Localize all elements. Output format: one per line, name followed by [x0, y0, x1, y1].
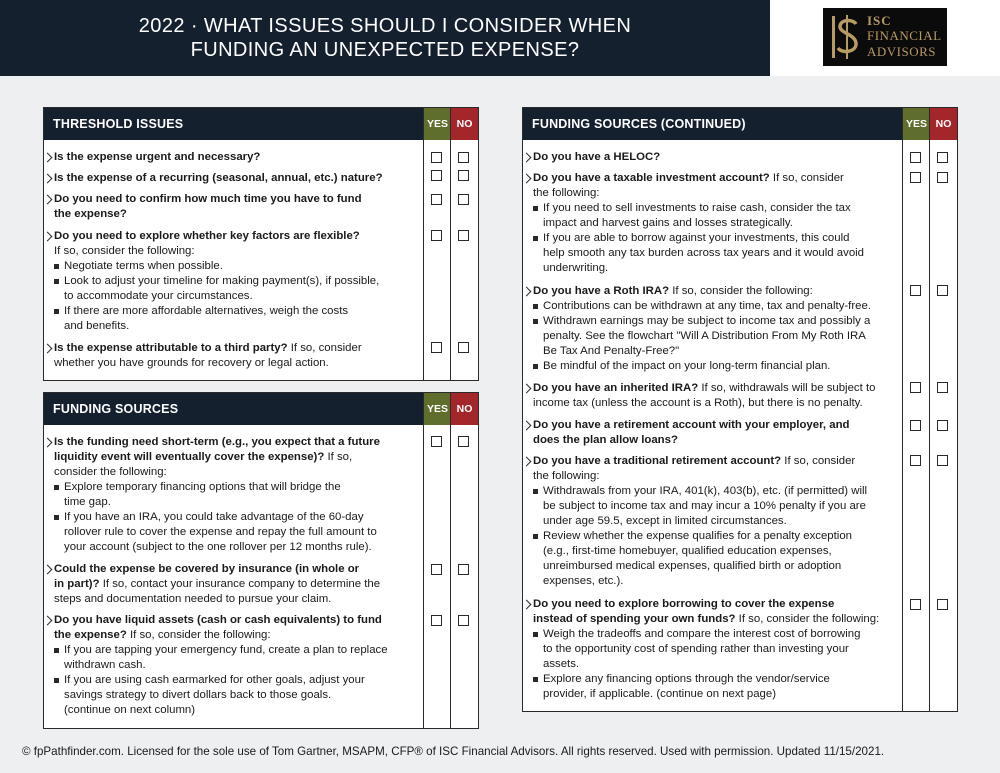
question-note: If so,: [324, 451, 353, 463]
threshold-q2-no-checkbox[interactable]: [458, 170, 469, 181]
threshold-q3-no-checkbox[interactable]: [458, 194, 469, 205]
question-text: Is the funding need short-term (e.g., you expect that a future: [54, 436, 380, 448]
question-text: Do you need to explore whether key factors are flexible?: [54, 230, 360, 242]
bullet: Be mindful of the impact on your long-term financial plan.: [533, 359, 895, 374]
threshold-q2: [54, 171, 414, 186]
question-text: Do you need to confirm how much time you have to fund: [54, 193, 362, 205]
yes-label: YES: [903, 108, 930, 140]
continued-q4-yes-checkbox[interactable]: [910, 382, 921, 393]
funding-sources-panel: [43, 392, 479, 729]
question-text: Do you have a traditional retirement account?: [533, 455, 782, 467]
funding-q2-yes-checkbox[interactable]: [431, 564, 442, 575]
threshold-q5-no-checkbox[interactable]: [458, 342, 469, 353]
bullet: Explore any financing options through the vendor/service: [533, 672, 895, 687]
bullet-cont: impact and harvest gains and losses strategically.: [543, 217, 793, 229]
continued-title: FUNDING SOURCES (CONTINUED): [532, 117, 746, 131]
bullet-cont: rollover rule to cover the expense and repay the full amount to: [64, 526, 377, 538]
continued-header: [523, 108, 957, 140]
continued-q7-no-checkbox[interactable]: [937, 599, 948, 610]
threshold-q4-no-checkbox[interactable]: [458, 230, 469, 241]
funding-q2: [54, 562, 416, 607]
threshold-q3: [54, 192, 414, 222]
bullet: Look to adjust your timeline for making payment(s), if possible,: [54, 274, 414, 289]
threshold-q5-yes-checkbox[interactable]: [431, 342, 442, 353]
funding-title: FUNDING SOURCES: [53, 402, 179, 416]
question-text: Is the expense of a recurring (seasonal, annual, etc.) nature?: [54, 172, 383, 184]
question-text: Do you have liquid assets (cash or cash equivalents) to fund: [54, 614, 382, 626]
funding-q2-no-checkbox[interactable]: [458, 564, 469, 575]
bullet-cont: penalty. See the flowchart "Will A Distribution From My Roth IRA: [543, 330, 866, 342]
bullet-cont: provider, if applicable. (continue on next page): [543, 688, 777, 700]
bullet: If there are more affordable alternatives, weigh the costs: [54, 304, 414, 319]
bullet-cont: your account (subject to the one rollover per 12 months rule).: [64, 541, 372, 553]
threshold-q5: [54, 341, 414, 371]
threshold-title: THRESHOLD ISSUES: [53, 117, 184, 131]
page-title-line1: 2022 · WHAT ISSUES SHOULD I CONSIDER WHEN: [138, 15, 632, 37]
threshold-q4: [54, 229, 414, 334]
continued-q5: [533, 418, 895, 448]
continued-q1-no-checkbox[interactable]: [937, 152, 948, 163]
continued-q5-yes-checkbox[interactable]: [910, 420, 921, 431]
question-text: Is the expense urgent and necessary?: [54, 151, 261, 163]
threshold-q2-yes-checkbox[interactable]: [431, 170, 442, 181]
bullet-cont: time gap.: [64, 496, 111, 508]
question-note: If so, consider: [287, 342, 362, 354]
page-title-line2: FUNDING AN UNEXPECTED EXPENSE?: [190, 39, 580, 61]
bullet: Negotiate terms when possible.: [54, 259, 414, 274]
question-text: Do you have a taxable investment account?: [533, 172, 770, 184]
question-text: the expense?: [54, 629, 127, 641]
threshold-issues-panel: [43, 107, 479, 381]
continued-q7: [533, 597, 895, 702]
question-text: Do you have a retirement account with your employer, and: [533, 419, 850, 431]
funding-q3-yes-checkbox[interactable]: [431, 615, 442, 626]
logo-text-isc: ISC: [867, 13, 892, 28]
continued-q2-no-checkbox[interactable]: [937, 172, 948, 183]
question-text: in part)?: [54, 578, 100, 590]
continued-q6: [533, 454, 895, 589]
funding-q1-yes-checkbox[interactable]: [431, 436, 442, 447]
bullet-cont: help smooth any tax burden across tax years and it would avoid: [543, 247, 865, 259]
threshold-q3-yes-checkbox[interactable]: [431, 194, 442, 205]
threshold-q1-yes-checkbox[interactable]: [431, 152, 442, 163]
bullet-cont: withdrawn cash.: [64, 659, 146, 671]
question-note: steps and documentation needed to pursue your claim.: [54, 593, 332, 605]
page-header: [0, 0, 770, 76]
threshold-header: [44, 108, 478, 140]
question-text: liquidity event will eventually cover the expense)?: [54, 451, 325, 463]
question-note: the following:: [533, 187, 600, 199]
threshold-q1: [54, 150, 414, 165]
threshold-q4-yes-checkbox[interactable]: [431, 230, 442, 241]
continued-q6-yes-checkbox[interactable]: [910, 455, 921, 466]
company-logo: [823, 8, 947, 66]
question-note: If so, contact your insurance company to determine the: [99, 578, 381, 590]
question-note: whether you have grounds for recovery or legal action.: [54, 357, 329, 369]
continued-q7-yes-checkbox[interactable]: [910, 599, 921, 610]
continued-q5-no-checkbox[interactable]: [937, 420, 948, 431]
bullet-cont: and benefits.: [64, 320, 130, 332]
bullet-cont: underwriting.: [543, 262, 609, 274]
question-note: the following:: [533, 470, 600, 482]
bullet-cont: Be Tax And Penalty-Free?": [543, 345, 680, 357]
yes-label: YES: [424, 108, 451, 140]
bullet: Contributions can be withdrawn at any time, tax and penalty-free.: [533, 299, 895, 314]
bullet-cont: under age 59.5, except in limited circumstances.: [543, 515, 787, 527]
bullet-cont: (continue on next column): [64, 704, 196, 716]
bullet: Weigh the tradeoffs and compare the interest cost of borrowing: [533, 627, 895, 642]
question-text: Is the expense attributable to a third party?: [54, 342, 288, 354]
continued-q3: [533, 284, 895, 374]
funding-q1: [54, 435, 416, 555]
question-text: Do you need to explore borrowing to cover the expense: [533, 598, 835, 610]
funding-continued-panel: [522, 107, 958, 712]
question-text: Do you have an inherited IRA?: [533, 382, 699, 394]
bullet-cont: assets.: [543, 658, 580, 670]
bullet-cont: expenses, etc.).: [543, 575, 624, 587]
question-note: income tax (unless the account is a Roth), but there is no penalty.: [533, 397, 863, 409]
continued-q6-no-checkbox[interactable]: [937, 455, 948, 466]
bullet-cont: to accommodate your circumstances.: [64, 290, 253, 302]
logo-area: [770, 0, 1000, 76]
bullet: If you need to sell investments to raise cash, consider the tax: [533, 201, 895, 216]
bullet: If you are using cash earmarked for other goals, adjust your: [54, 673, 416, 688]
continued-q2-yes-checkbox[interactable]: [910, 172, 921, 183]
continued-q3-no-checkbox[interactable]: [937, 285, 948, 296]
question-text: Do you have a Roth IRA?: [533, 285, 670, 297]
bullet: If you are tapping your emergency fund, create a plan to replace: [54, 643, 416, 658]
threshold-q1-no-checkbox[interactable]: [458, 152, 469, 163]
question-note: If so, consider: [769, 172, 844, 184]
continued-q3-yes-checkbox[interactable]: [910, 285, 921, 296]
bullet-cont: be subject to income tax and may incur a 10% penalty if you are: [543, 500, 866, 512]
question-text: instead of spending your own funds?: [533, 613, 736, 625]
question-note: If so, consider the following:: [735, 613, 880, 625]
continued-q4-no-checkbox[interactable]: [937, 382, 948, 393]
question-note: If so, consider: [781, 455, 856, 467]
continued-q4: [533, 381, 895, 411]
logo-text-advisors: ADVISORS: [867, 44, 937, 59]
logo-text-financial: FINANCIAL: [867, 28, 942, 43]
copyright-footer: © fpPathfinder.com. Licensed for the sole use of Tom Gartner, MSAPM, CFP® of ISC Financial Advisors. All rights reserved. Used with permission. Updated 11/15/2021.: [22, 745, 885, 758]
no-label: NO: [451, 393, 478, 425]
question-note: If so, consider the following:: [54, 245, 195, 257]
bullet: Withdrawn earnings may be subject to income tax and possibly a: [533, 314, 895, 329]
bullet: If you have an IRA, you could take advantage of the 60-day: [54, 510, 416, 525]
question-text: does the plan allow loans?: [533, 434, 678, 446]
bullet: If you are able to borrow against your investments, this could: [533, 231, 895, 246]
bullet-cont: to the opportunity cost of spending rather than investing your: [543, 643, 849, 655]
continued-q1: [533, 150, 895, 165]
question-note: If so, consider the following:: [126, 629, 271, 641]
funding-q3: [54, 613, 416, 718]
no-label: NO: [930, 108, 957, 140]
funding-q3-no-checkbox[interactable]: [458, 615, 469, 626]
bullet: Withdrawals from your IRA, 401(k), 403(b), etc. (if permitted) will: [533, 484, 895, 499]
question-note: If so, withdrawals will be subject to: [698, 382, 876, 394]
continued-q2: [533, 171, 895, 276]
no-label: NO: [451, 108, 478, 140]
question-text: Could the expense be covered by insurance (in whole or: [54, 563, 360, 575]
question-text: the expense?: [54, 208, 127, 220]
funding-q1-no-checkbox[interactable]: [458, 436, 469, 447]
bullet-cont: (e.g., first-time homebuyer, qualified education expenses,: [543, 545, 832, 557]
question-note: If so, consider the following:: [669, 285, 813, 297]
bullet-cont: unreimbursed medical expenses, qualified birth or adoption: [543, 560, 842, 572]
question-note: consider the following:: [54, 466, 167, 478]
dollar-logo-icon: [829, 14, 863, 60]
bullet: Explore temporary financing options that will bridge the: [54, 480, 416, 495]
bullet-cont: savings strategy to divert dollars back to those goals.: [64, 689, 332, 701]
bullet: Review whether the expense qualifies for a penalty exception: [533, 529, 895, 544]
question-text: Do you have a HELOC?: [533, 151, 661, 163]
yes-label: YES: [424, 393, 451, 425]
continued-q1-yes-checkbox[interactable]: [910, 152, 921, 163]
funding-header: [44, 393, 478, 425]
